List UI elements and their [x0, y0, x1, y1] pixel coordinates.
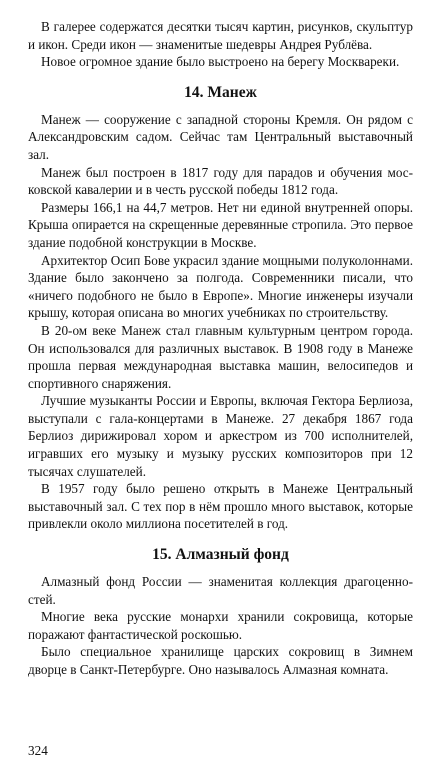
page-content — [28, 18, 413, 679]
section-heading-almazny-fond: 15. Алмазный фонд — [152, 546, 289, 564]
almazny-fond-paragraph: Алмазный фонд России — знаменитая коллекция драгоценностей. — [28, 574, 413, 607]
manezh-paragraph: Манеж был построен в 1817 году для парадов и обучения московской кавалерии и в честь русской победы 1812 года. — [28, 164, 413, 198]
manezh-paragraph: В 1957 году было решено открыть в Манеже Центральный выставочный зал. С тех пор в нём прошло много выставок, которые привлекли около миллиона посетителей в год. — [28, 481, 413, 532]
manezh-paragraph: Манеж — сооружение с западной стороны Кремля. Он рядом с Александровским садом. Сейчас там Центральный выставочный зал. — [28, 111, 413, 162]
page-number: 324 — [28, 743, 48, 758]
manezh-paragraph: В 20-ом веке Манеж стал главным культурным центром города. Он использовался для различных выставок. В 1908 году в Манеже прошла первая международная выставка машин, велосипедов и спортивного снаряжения. — [28, 322, 413, 391]
section-heading-manezh: 14. Манеж — [184, 83, 257, 101]
manezh-paragraph: Лучшие музыканты России и Европы, включая Гектора Берлиоза, выступали с гала-концертами в Манеже. 27 декабря 1867 года Берлиоз дирижировал хором и аркестром из 700 исполнителей, игравших его музыку и музыку русских композиторов при 12 тысячах слушателей. — [28, 393, 413, 479]
manezh-paragraph: Размеры 166,1 на 44,7 метров. Нет ни единой внутренней опоры. Крыша опирается на скрещенные деревянные стропила. Это первое здание подобной конструкции в Москве. — [28, 199, 413, 250]
almazny-fond-paragraph: Многие века русские монархи хранили сокровища, которые поражают фантастической роскошью. — [28, 609, 413, 642]
intro-paragraph: В галерее содержатся десятки тысяч картин, рисунков, скульптур и икон. Среди икон — знаменитые шедевры Андрея Рублёва. — [28, 19, 413, 52]
intro-paragraph: Новое огромное здание было выстроено на берегу Москвареки. — [41, 54, 400, 70]
manezh-paragraph: Архитектор Осип Бове украсил здание мощными полуколоннами. Здание было закончено за полгода. Современники писали, что «ничего подобного не было в Европе». Многие инженеры изучали крышу, которая описана во многих учебниках по строительству. — [28, 252, 413, 321]
almazny-fond-paragraph: Было специальное хранилище царских сокровищ в Зимнем дворце в Санкт-Петербурге. Оно называлось Алмазная комната. — [28, 644, 413, 677]
